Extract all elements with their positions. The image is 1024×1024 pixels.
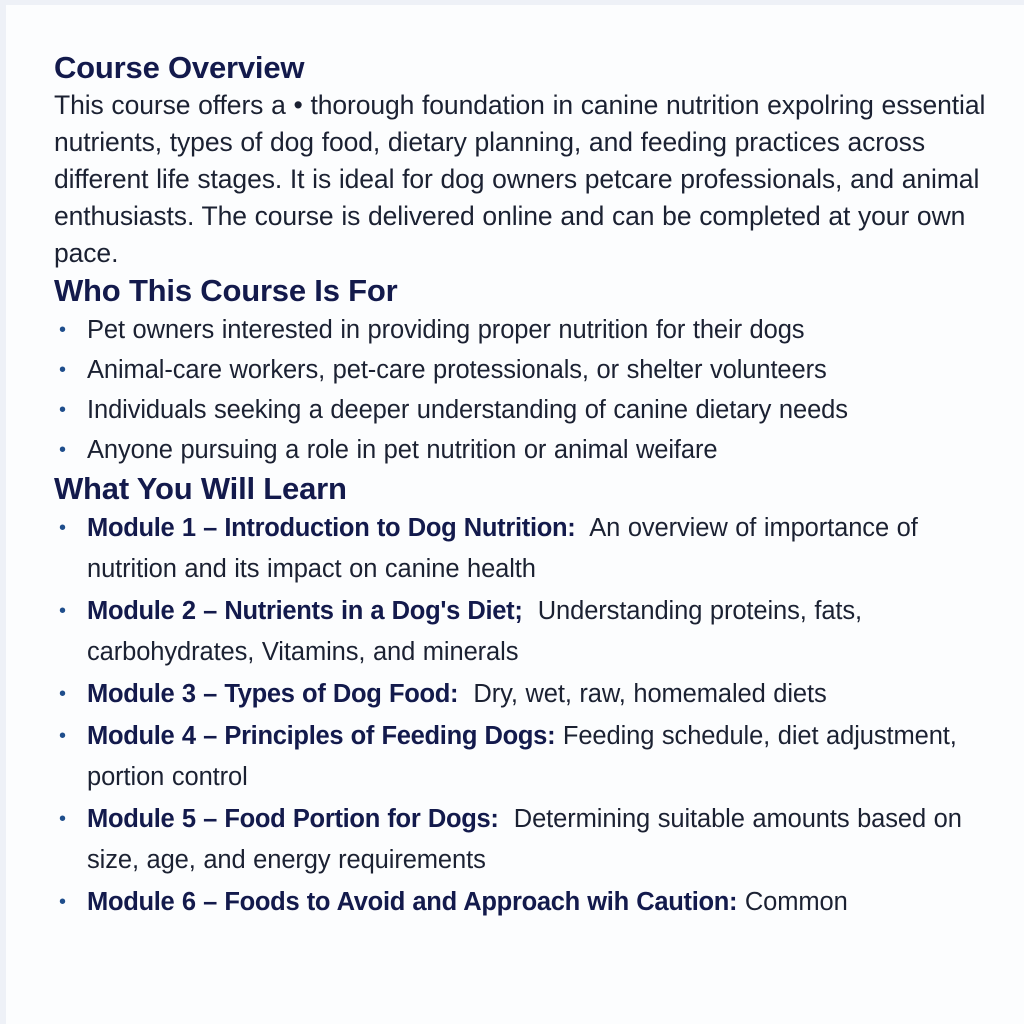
bullet-icon: • xyxy=(59,359,66,381)
list-item xyxy=(54,390,998,430)
module-title: Module 4 – Principles of Feeding Dogs: xyxy=(87,722,556,750)
module-description: Dry, wet, raw, homemaled diets xyxy=(473,680,827,708)
module-list-item xyxy=(54,799,998,881)
module-title: Module 3 – Types of Dog Food: xyxy=(87,680,459,708)
bullet-icon: • xyxy=(59,600,66,622)
bullet-icon: • xyxy=(59,725,66,747)
bullet-icon: • xyxy=(59,891,66,913)
course-overview-paragraph xyxy=(54,87,998,272)
module-list-item xyxy=(54,508,998,590)
module-list-item xyxy=(54,716,998,798)
module-list-item xyxy=(54,882,998,923)
module-description: Common xyxy=(744,888,848,916)
document-content xyxy=(54,49,998,924)
list-item-label: Pet owners interested in providing proper nutrition for their dogs xyxy=(87,316,805,344)
module-description: Feeding schedule, diet adjustment, portion control xyxy=(87,722,957,791)
overview-text-after-stray-bullet: thorough foundation in canine nutrition expolring essential nutrients, types of dog food, dietary planning, and feeding practices across different life stages. It is ideal for dog owners petcare professionals, and animal enthusiasts. The course is delivered online and can be completed at your own pace. xyxy=(54,90,986,268)
module-description: An overview of importance of nutrition and its impact on canine health xyxy=(87,514,918,583)
bullet-icon: • xyxy=(59,399,66,421)
heading-course-overview: Course Overview xyxy=(54,50,305,85)
module-list xyxy=(54,508,998,923)
module-title: Module 2 – Nutrients in a Dog's Diet; xyxy=(87,597,523,625)
module-title: Module 6 – Foods to Avoid and Approach wih Caution: xyxy=(87,888,738,916)
overview-text-before-stray-bullet: This course offers a xyxy=(54,90,286,120)
module-description: Understanding proteins, fats, carbohydrates, Vitamins, and minerals xyxy=(87,597,863,666)
audience-list xyxy=(54,310,998,470)
heading-what-you-will-learn: What You Will Learn xyxy=(54,471,347,506)
module-list-item xyxy=(54,674,998,715)
list-item xyxy=(54,310,998,350)
module-title: Module 5 – Food Portion for Dogs: xyxy=(87,805,499,833)
bullet-icon: • xyxy=(59,439,66,461)
bullet-icon: • xyxy=(59,517,66,539)
document-page xyxy=(6,5,1024,1024)
bullet-icon: • xyxy=(59,683,66,705)
list-item-label: Individuals seeking a deeper understanding of canine dietary needs xyxy=(87,396,848,424)
module-description: Determining suitable amounts based on size, age, and energy requirements xyxy=(87,805,962,874)
bullet-icon: • xyxy=(59,319,66,341)
heading-who-this-course-is-for: Who This Course Is For xyxy=(54,273,398,308)
list-item xyxy=(54,430,998,470)
module-list-item xyxy=(54,591,998,673)
list-item-label: Animal-care workers, pet-care protessionals, or shelter volunteers xyxy=(87,356,827,384)
stray-bullet-glyph: • xyxy=(293,90,303,120)
module-title: Module 1 – Introduction to Dog Nutrition: xyxy=(87,514,576,542)
list-item xyxy=(54,350,998,390)
bullet-icon: • xyxy=(59,808,66,830)
list-item-label: Anyone pursuing a role in pet nutrition or animal weifare xyxy=(87,436,718,464)
